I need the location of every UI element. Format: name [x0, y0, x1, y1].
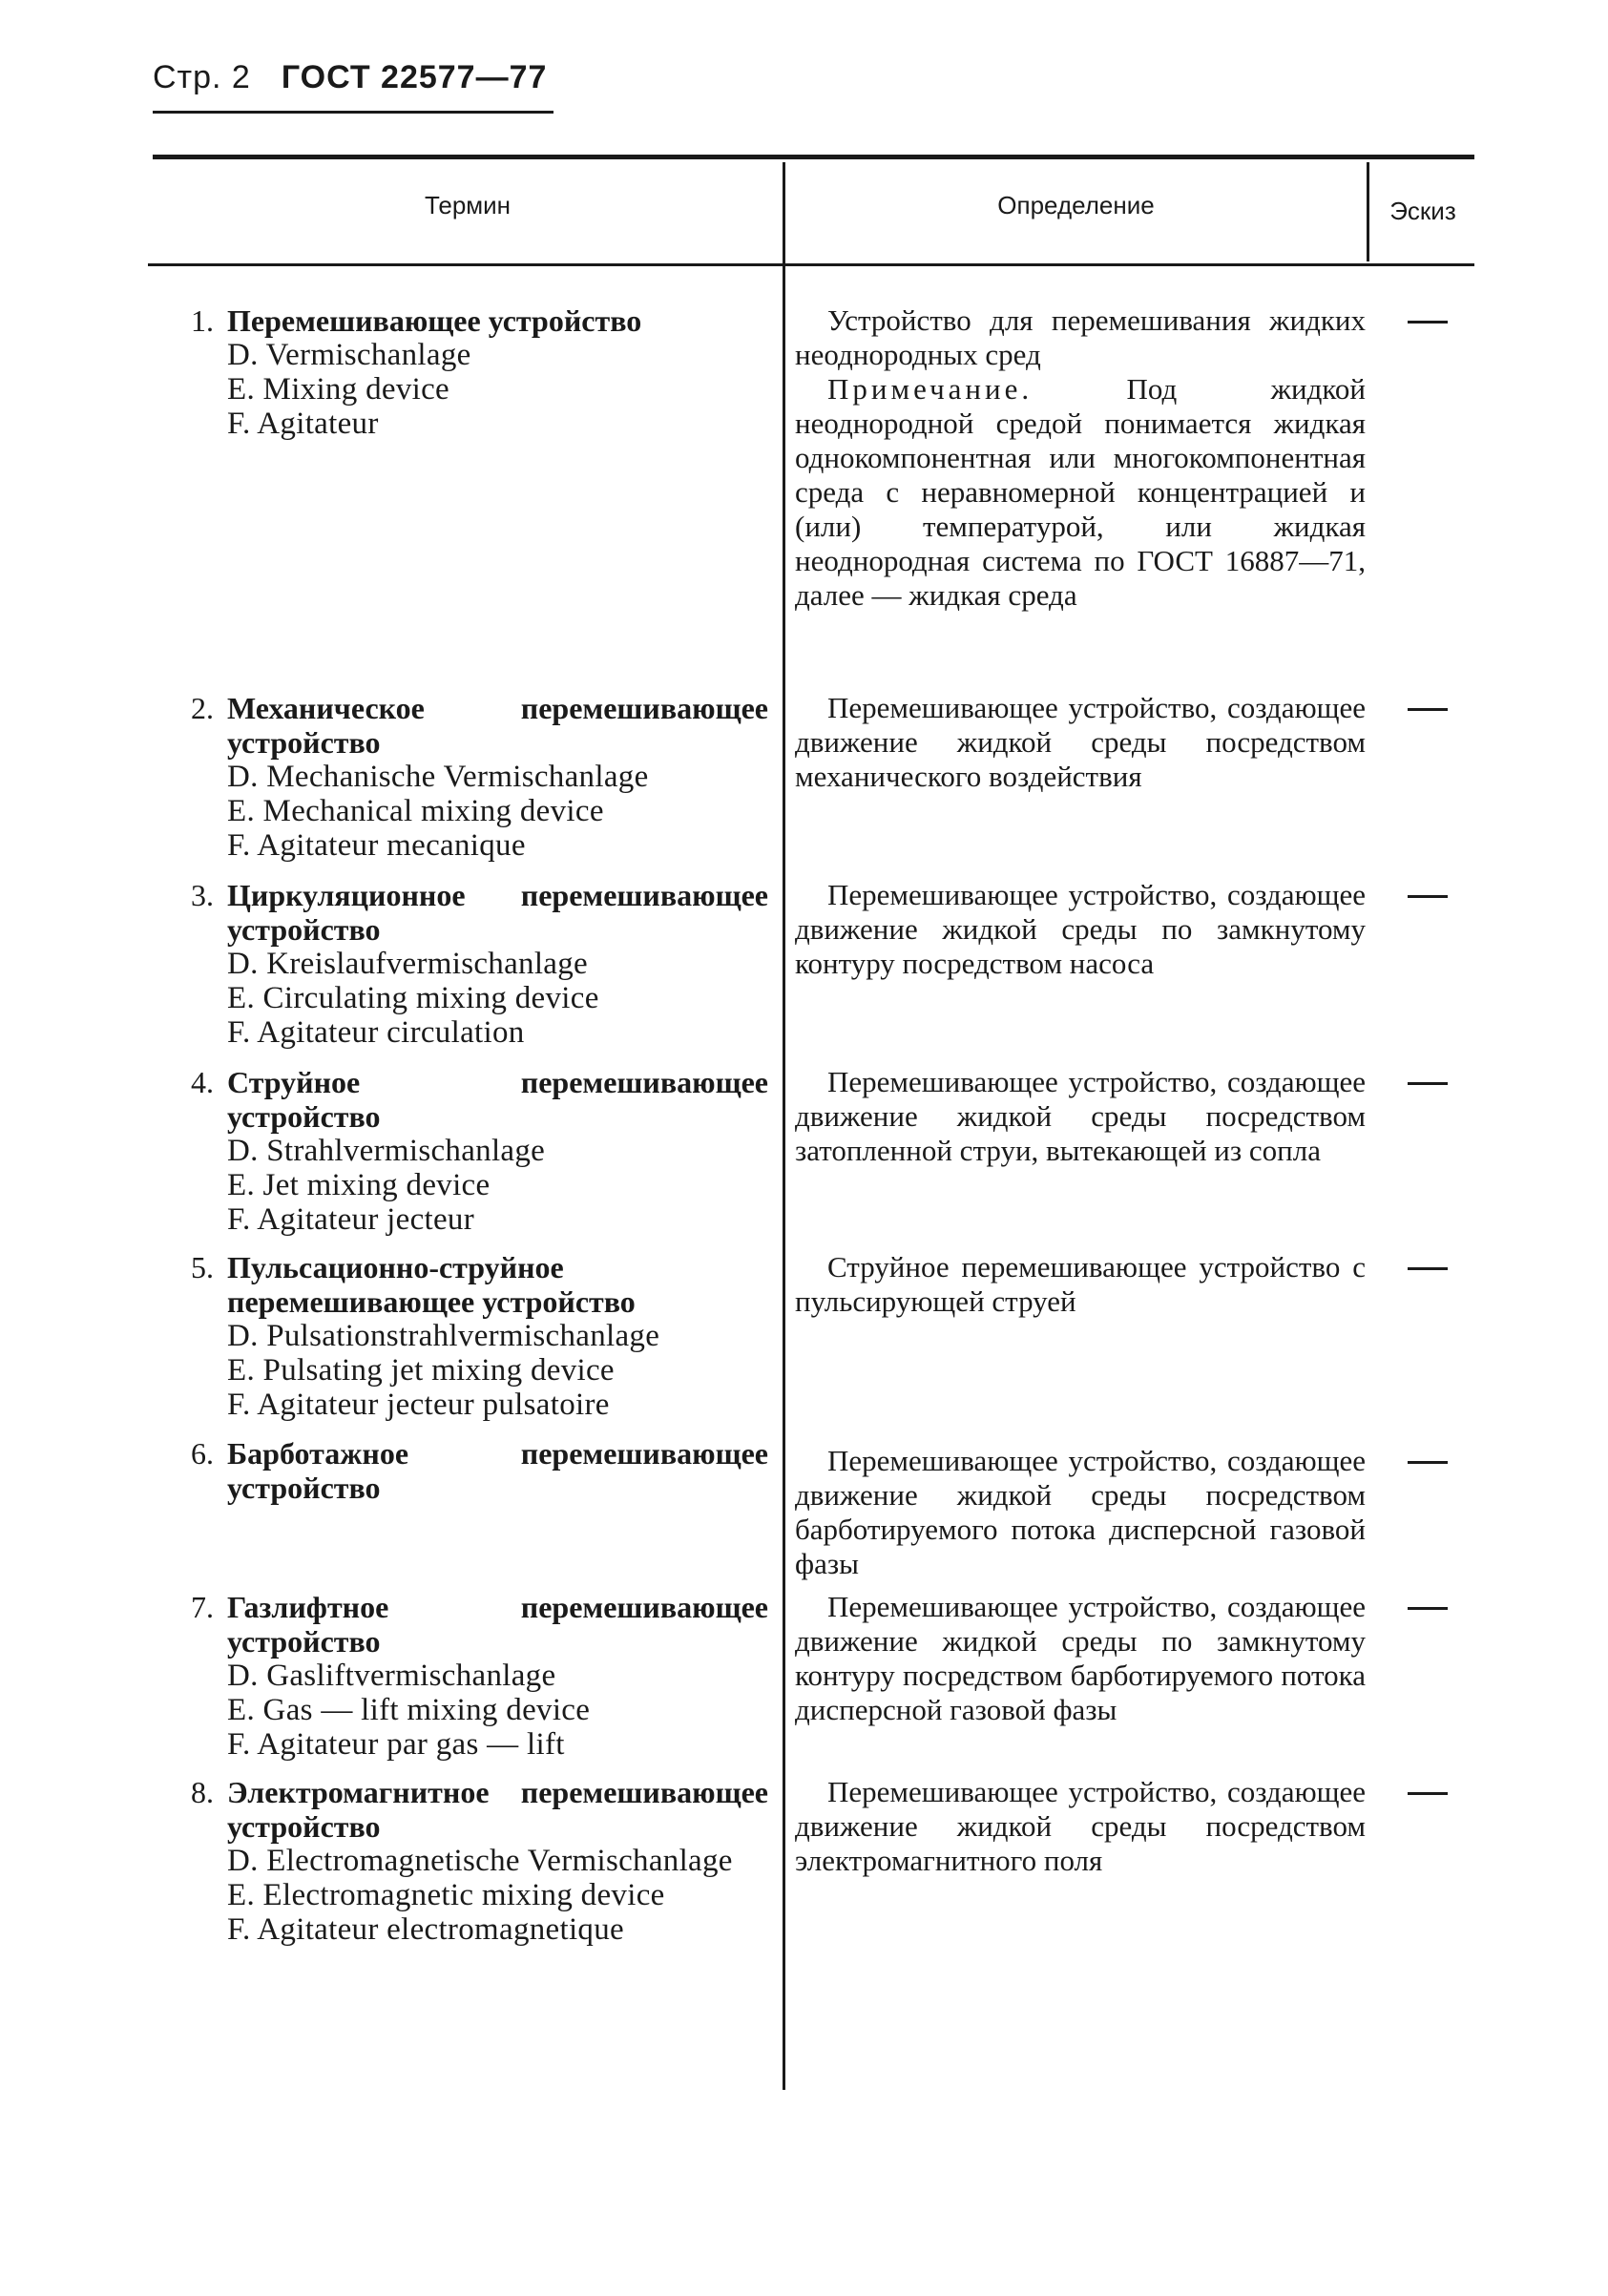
- term-german: D. Electromagnetische Vermischanlage: [227, 1844, 733, 1878]
- term-french: F. Agitateur electromagnetique: [227, 1912, 624, 1947]
- term-french: F. Agitateur: [227, 407, 379, 441]
- term-title: Барботажное перемешивающее устройство: [227, 1436, 768, 1505]
- table-header-rule: [148, 263, 1474, 266]
- term-title: Струйное перемешивающее устройство: [227, 1065, 768, 1134]
- term-english: E. Circulating mixing device: [227, 981, 599, 1015]
- term-english: E. Jet mixing device: [227, 1168, 491, 1202]
- column-header-sketch: Эскиз: [1389, 197, 1456, 225]
- term-german: D. Pulsationstrahlvermischanlage: [227, 1319, 660, 1353]
- term-number: 5.: [191, 1250, 214, 1284]
- term-title: Газлифтное перемешивающее устройство: [227, 1590, 768, 1659]
- definition-text: Струйное перемешивающее устройство с пульсирующей струей: [795, 1250, 1366, 1318]
- term-cell: [153, 1436, 768, 1505]
- definition-text: Устройство для перемешивания жидких неоднородных сред: [795, 303, 1366, 371]
- term-cell: [153, 1065, 768, 1237]
- standard-number: ГОСТ 22577—77: [281, 59, 548, 95]
- sketch-dash: [1408, 1461, 1448, 1464]
- definition-cell: [795, 1590, 1366, 1727]
- term-english: E. Mechanical mixing device: [227, 794, 604, 828]
- term-title: Электромагнитное перемешивающее устройство: [227, 1775, 768, 1844]
- definition-cell: [795, 1250, 1366, 1319]
- definition-text: Перемешивающее устройство, создающее движение жидкой среды посредством механического воздействия: [795, 691, 1366, 793]
- term-title: Механическое перемешивающее устройство: [227, 691, 768, 760]
- header-underline: [153, 111, 553, 114]
- definition-text: Перемешивающее устройство, создающее движение жидкой среды посредством электромагнитного поля: [795, 1775, 1366, 1877]
- term-cell: [153, 303, 768, 441]
- term-title: Циркуляционное перемешивающее устройство: [227, 878, 768, 947]
- term-title: Перемешивающее устройство: [227, 303, 642, 338]
- term-cell: [153, 878, 768, 1050]
- term-french: F. Agitateur par gas — lift: [227, 1727, 565, 1762]
- term-number: 6.: [191, 1436, 214, 1471]
- term-german: D. Kreislaufvermischanlage: [227, 947, 588, 981]
- term-cell: [153, 691, 768, 863]
- column-header-definition: Определение: [997, 191, 1155, 219]
- column-divider-definition-sketch: [1367, 162, 1369, 261]
- page-label: Стр. 2: [153, 59, 251, 95]
- term-cell: [153, 1250, 768, 1422]
- note-label: Примечание.: [827, 372, 1034, 406]
- column-header-term: Термин: [424, 191, 512, 219]
- term-english: E. Pulsating jet mixing device: [227, 1353, 615, 1388]
- term-english: E. Mixing device: [227, 372, 449, 407]
- sketch-dash: [1408, 708, 1448, 711]
- definition-cell: [795, 1775, 1366, 1878]
- term-cell: [153, 1590, 768, 1762]
- definition-cell: [795, 1444, 1366, 1581]
- sketch-dash: [1408, 1792, 1448, 1795]
- term-german: D. Strahlvermischanlage: [227, 1134, 546, 1168]
- page-header: [153, 59, 547, 96]
- term-german: D. Gasliftvermischanlage: [227, 1659, 556, 1693]
- term-cell: [153, 1775, 768, 1947]
- definition-text: Перемешивающее устройство, создающее движение жидкой среды по замкнутому контуру посредством барботируемого потока дисперсной газовой фазы: [795, 1590, 1366, 1726]
- term-number: 8.: [191, 1775, 214, 1809]
- term-number: 1.: [191, 303, 214, 338]
- term-french: F. Agitateur jecteur pulsatoire: [227, 1388, 610, 1422]
- sketch-dash: [1408, 1267, 1448, 1270]
- definition-text: Перемешивающее устройство, создающее движение жидкой среды посредством барботируемого потока дисперсной газовой фазы: [795, 1444, 1366, 1580]
- term-number: 2.: [191, 691, 214, 725]
- term-number: 7.: [191, 1590, 214, 1624]
- definition-text: Перемешивающее устройство, создающее движение жидкой среды посредством затопленной струи, вытекающей из сопла: [795, 1065, 1366, 1167]
- definition-note: [795, 372, 1366, 613]
- term-english: E. Electromagnetic mixing device: [227, 1878, 665, 1912]
- term-french: F. Agitateur circulation: [227, 1015, 525, 1050]
- sketch-dash: [1408, 1082, 1448, 1085]
- sketch-dash: [1408, 1607, 1448, 1610]
- sketch-dash: [1408, 321, 1448, 324]
- term-french: F. Agitateur mecanique: [227, 828, 526, 863]
- term-number: 3.: [191, 878, 214, 912]
- definition-cell: [795, 691, 1366, 794]
- definition-text: Перемешивающее устройство, создающее движение жидкой среды по замкнутому контуру посредством насоса: [795, 878, 1366, 980]
- term-title: Пульсационно-струйное перемешивающее устройство: [227, 1250, 636, 1319]
- definition-cell: [795, 303, 1366, 613]
- term-number: 4.: [191, 1065, 214, 1099]
- column-divider-term-definition: [783, 162, 785, 2090]
- note-text: Под жидкой неоднородной средой понимается жидкая однокомпонентная или многокомпонентная среда с неравномерной концентрацией и (или) температурой, или жидкая неоднородная система по ГОСТ 16887—71, далее — жидкая среда: [795, 372, 1366, 612]
- term-english: E. Gas — lift mixing device: [227, 1693, 591, 1727]
- term-french: F. Agitateur jecteur: [227, 1202, 475, 1237]
- sketch-dash: [1408, 895, 1448, 898]
- term-german: D. Mechanische Vermischanlage: [227, 760, 649, 794]
- term-german: D. Vermischanlage: [227, 338, 471, 372]
- table-top-rule: [153, 155, 1474, 159]
- definition-cell: [795, 878, 1366, 981]
- definition-cell: [795, 1065, 1366, 1168]
